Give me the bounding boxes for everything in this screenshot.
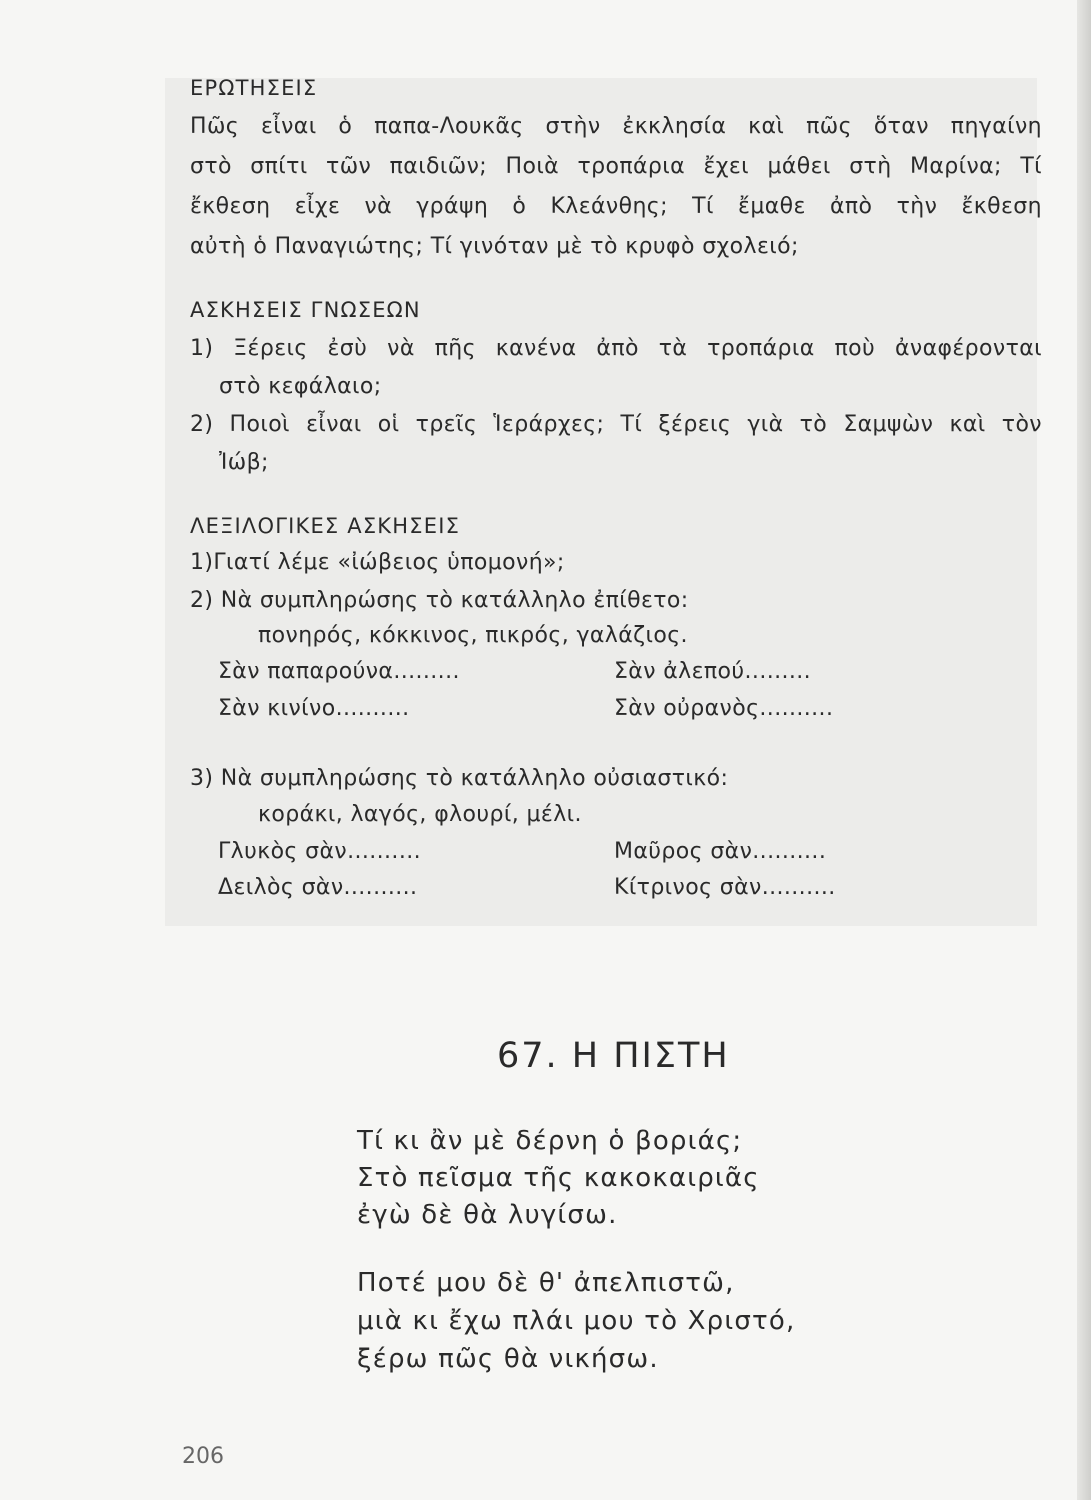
page-number: 206 [182,1444,224,1469]
questions-line-1: Πῶς εἶναι ὁ παπα-Λουκᾶς στὴν ἐκκλησία καὶ πῶς ὅταν πηγαίνη [190,114,1042,139]
questions-line-2: στὸ σπίτι τῶν παιδιῶν; Ποιὰ τροπάρια ἔχει μάθει στὴ Μαρίνα; Τί [190,154,1042,179]
vocabulary-blank: Μαῦρος σὰν.......... [614,839,827,864]
vocabulary-blank: Σὰν οὐρανὸς.......... [614,696,834,721]
poem-line: ἐγὼ δὲ θὰ λυγίσω. [357,1200,618,1230]
questions-heading: ΕΡΩΤΗΣΕΙΣ [190,76,318,100]
vocabulary-item-3: 3) Νὰ συμπληρώσης τὸ κατάλληλο οὐσιαστικό: [190,766,729,791]
poem-line: ξέρω πῶς θὰ νικήσω. [357,1344,659,1374]
poem-line: Ποτέ μου δὲ θ' ἀπελπιστῶ, [357,1268,735,1298]
vocabulary-blank: Σὰν κινίνο.......... [218,696,410,721]
poem-line: μιὰ κι ἔχω πλάι μου τὸ Χριστό, [357,1306,796,1336]
knowledge-item-1-cont: στὸ κεφάλαιο; [219,374,382,399]
poem-title: 67. Η ΠΙΣΤΗ [497,1036,730,1076]
knowledge-heading: ΑΣΚΗΣΕΙΣ ΓΝΩΣΕΩΝ [190,298,421,322]
knowledge-item-1: 1) Ξέρεις ἐσὺ νὰ πῆς κανένα ἀπὸ τὰ τροπάρια ποὺ ἀναφέρονται [190,336,1042,361]
vocabulary-blank: Κίτρινος σὰν.......... [614,875,836,900]
questions-line-3: ἔκθεση εἶχε νὰ γράψη ὁ Κλεάνθης; Τί ἔμαθε ἀπὸ τὴν ἔκθεση [190,194,1042,219]
knowledge-item-2-cont: Ἰώβ; [219,450,269,475]
knowledge-item-2: 2) Ποιοὶ εἶναι οἱ τρεῖς Ἱεράρχες; Τί ξέρεις γιὰ τὸ Σαμψὼν καὶ τὸν [190,412,1042,437]
vocabulary-blank: Δειλὸς σὰν.......... [218,875,418,900]
vocabulary-blank: Σὰν παπαρούνα......... [218,659,460,684]
vocabulary-item-2-words: πονηρός, κόκκινος, πικρός, γαλάζιος. [258,623,688,648]
vocabulary-heading: ΛΕΞΙΛΟΓΙΚΕΣ ΑΣΚΗΣΕΙΣ [190,514,461,538]
page-edge [1077,0,1091,1500]
questions-line-4: αὐτὴ ὁ Παναγιώτης; Τί γινόταν μὲ τὸ κρυφὸ σχολειό; [190,234,799,259]
vocabulary-item-1: 1)Γιατί λέμε «ἰώβειος ὑπομονή»; [190,550,565,575]
vocabulary-blank: Σὰν ἀλεπού......... [614,659,812,684]
poem-line: Τί κι ἂν μὲ δέρνη ὁ βοριάς; [357,1126,743,1156]
poem-line: Στὸ πεῖσμα τῆς κακοκαιριᾶς [357,1163,760,1193]
vocabulary-item-2: 2) Νὰ συμπληρώσης τὸ κατάλληλο ἐπίθετο: [190,588,689,613]
vocabulary-item-3-words: κοράκι, λαγός, φλουρί, μέλι. [258,802,582,827]
vocabulary-blank: Γλυκὸς σὰν.......... [218,839,422,864]
